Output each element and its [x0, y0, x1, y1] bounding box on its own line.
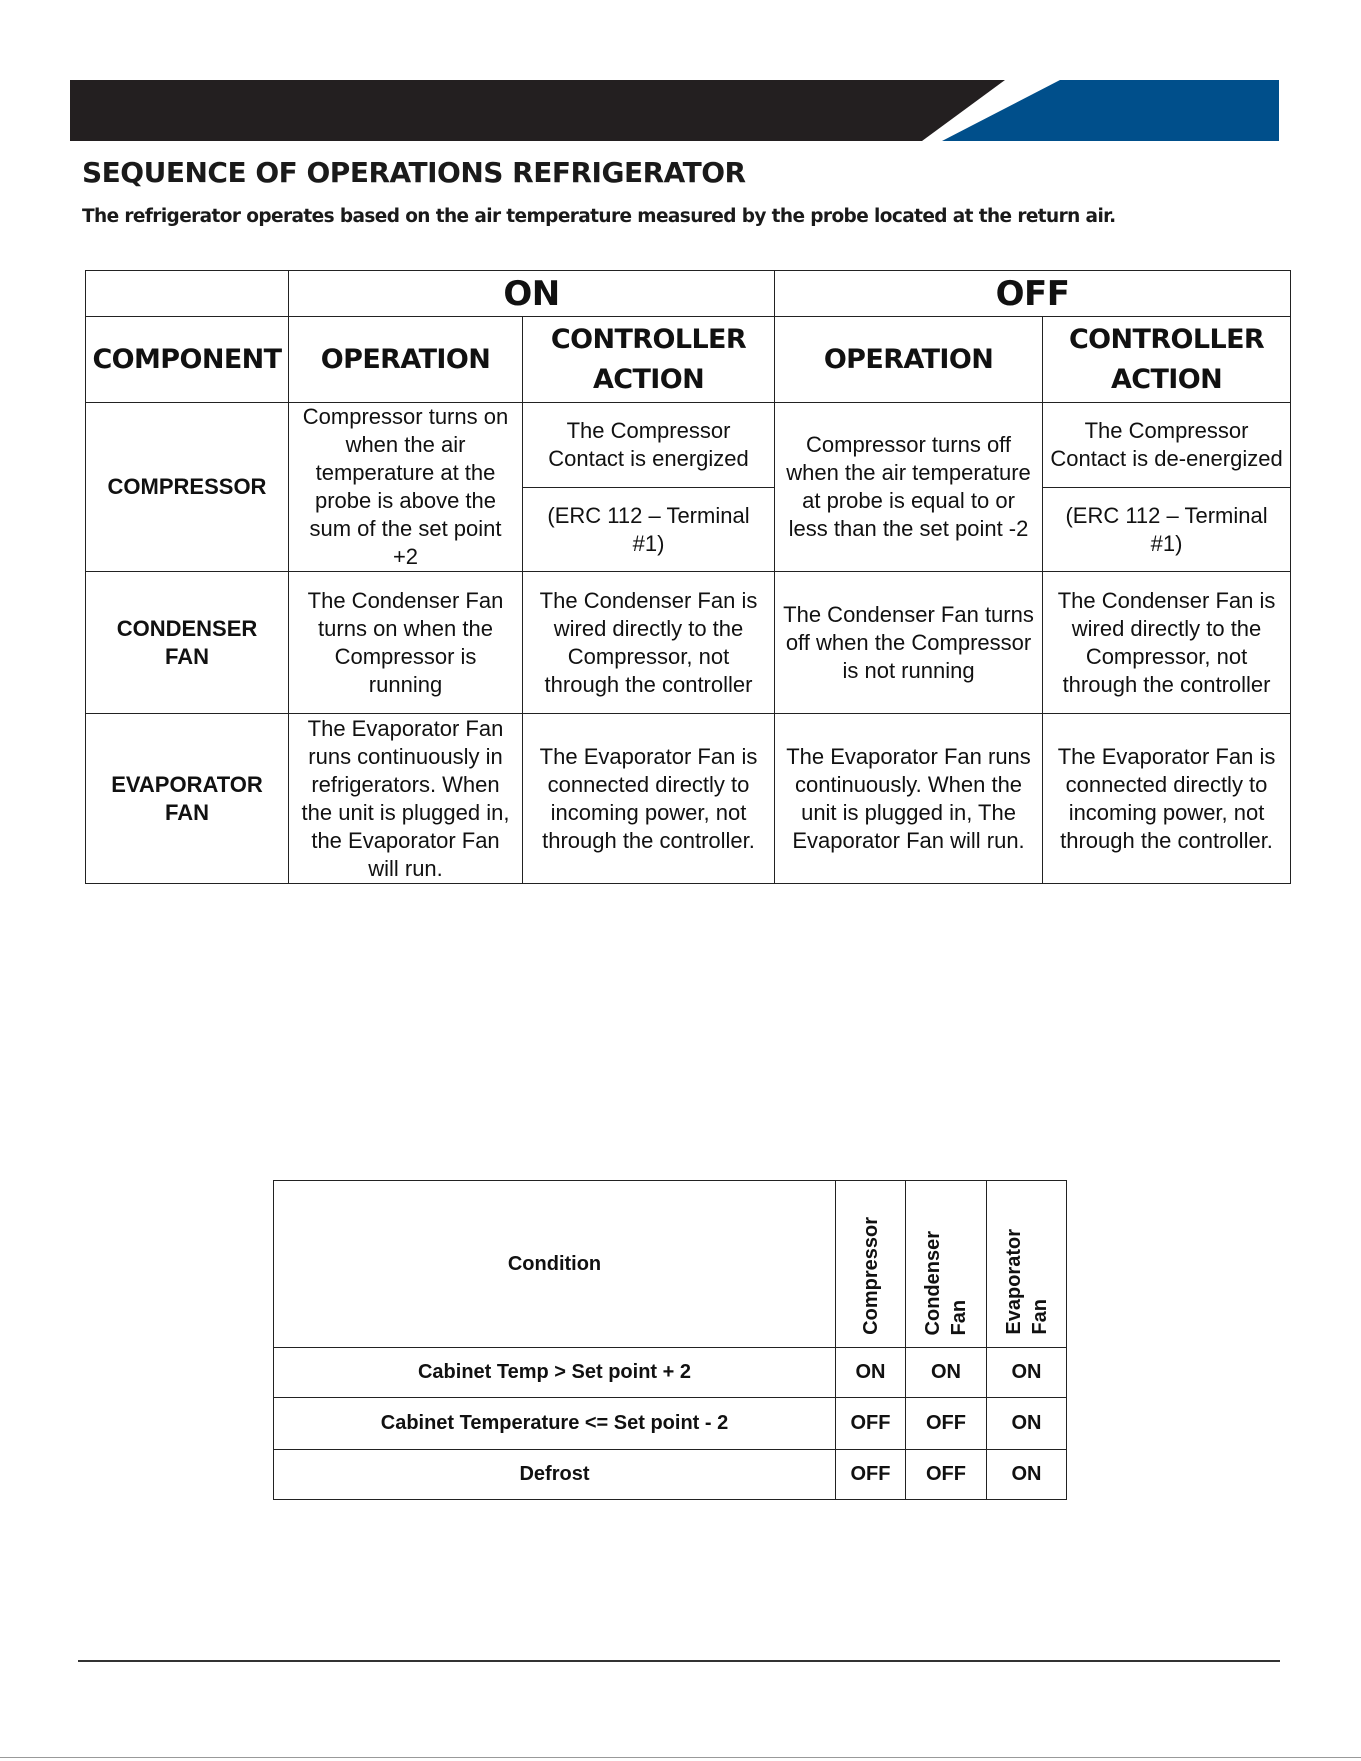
- banner-dark-band: [70, 80, 1005, 141]
- table-row: [86, 572, 1291, 714]
- component-header: COMPONENT: [86, 317, 289, 403]
- on-controller-note-cell: (ERC 112 – Terminal #1): [523, 488, 775, 572]
- empty-corner-cell: [86, 271, 289, 317]
- footer-divider: [78, 1660, 1280, 1662]
- condenser-state-cell: ON: [906, 1348, 987, 1398]
- condition-cell: Cabinet Temperature <= Set point - 2: [274, 1398, 836, 1450]
- on-controller-cell: The Evaporator Fan is connected directly to incoming power, not through the controller.: [523, 714, 775, 884]
- on-controller-header: CONTROLLER ACTION: [523, 317, 775, 403]
- page-bottom-edge: [0, 1757, 1361, 1758]
- condition-header-row: [274, 1181, 1067, 1348]
- condenser-state-cell: OFF: [906, 1398, 987, 1450]
- condenser-state-cell: OFF: [906, 1450, 987, 1500]
- evaporator-state-cell: ON: [987, 1398, 1067, 1450]
- off-controller-cell: The Evaporator Fan is connected directly to incoming power, not through the controller.: [1043, 714, 1291, 884]
- compressor-state-cell: OFF: [836, 1398, 906, 1450]
- condition-cell: Cabinet Temp > Set point + 2: [274, 1348, 836, 1398]
- component-cell: CONDENSER FAN: [86, 572, 289, 714]
- on-operation-cell: The Evaporator Fan runs continuously in refrigerators. When the unit is plugged in, the Evaporator Fan will run.: [289, 714, 523, 884]
- off-operation-cell: Compressor turns off when the air temperature at probe is equal to or less than the set point -2: [775, 403, 1043, 572]
- on-operation-header: OPERATION: [289, 317, 523, 403]
- compressor-state-cell: OFF: [836, 1450, 906, 1500]
- on-controller-cell: The Condenser Fan is wired directly to the Compressor, not through the controller: [523, 572, 775, 714]
- condenser-fan-header: Condenser Fan: [922, 1230, 970, 1335]
- compressor-state-cell: ON: [836, 1348, 906, 1398]
- condition-table: [273, 1180, 1067, 1500]
- off-controller-header: CONTROLLER ACTION: [1043, 317, 1291, 403]
- on-controller-cell: The Compressor Contact is energized: [523, 403, 775, 488]
- evaporator-state-cell: ON: [987, 1348, 1067, 1398]
- compressor-header: Compressor: [859, 1217, 882, 1335]
- compressor-header-cell: [836, 1181, 906, 1348]
- off-controller-note-cell: (ERC 112 – Terminal #1): [1043, 488, 1291, 572]
- on-operation-cell: The Condenser Fan turns on when the Compressor is running: [289, 572, 523, 714]
- component-cell: EVAPORATOR FAN: [86, 714, 289, 884]
- on-operation-cell: Compressor turns on when the air temperature at the probe is above the sum of the set point +2: [289, 403, 523, 572]
- page-title: SEQUENCE OF OPERATIONS REFRIGERATOR: [82, 156, 746, 189]
- table-row: [274, 1348, 1067, 1398]
- group-off-header: OFF: [775, 271, 1291, 317]
- off-controller-cell: The Compressor Contact is de-energized: [1043, 403, 1291, 488]
- table-row: [86, 403, 1291, 488]
- group-header-row: [86, 271, 1291, 317]
- condition-cell: Defrost: [274, 1450, 836, 1500]
- evaporator-header-cell: [987, 1181, 1067, 1348]
- off-controller-cell: The Condenser Fan is wired directly to the Compressor, not through the controller: [1043, 572, 1291, 714]
- table-row: [274, 1398, 1067, 1450]
- off-operation-cell: The Condenser Fan turns off when the Compressor is not running: [775, 572, 1043, 714]
- condenser-header-cell: [906, 1181, 987, 1348]
- evaporator-fan-header: Evaporator Fan: [1002, 1229, 1051, 1335]
- group-on-header: ON: [289, 271, 775, 317]
- column-header-row: [86, 317, 1291, 403]
- condition-header: Condition: [274, 1181, 836, 1348]
- component-cell: COMPRESSOR: [86, 403, 289, 572]
- off-operation-header: OPERATION: [775, 317, 1043, 403]
- header-banner: [70, 80, 1279, 141]
- table-row: [274, 1450, 1067, 1500]
- table-row: [86, 714, 1291, 884]
- evaporator-state-cell: ON: [987, 1450, 1067, 1500]
- page-subtitle: The refrigerator operates based on the air temperature measured by the probe located at the return air.: [82, 206, 1116, 227]
- operations-table: [85, 270, 1291, 884]
- off-operation-cell: The Evaporator Fan runs continuously. When the unit is plugged in, The Evaporator Fan will run.: [775, 714, 1043, 884]
